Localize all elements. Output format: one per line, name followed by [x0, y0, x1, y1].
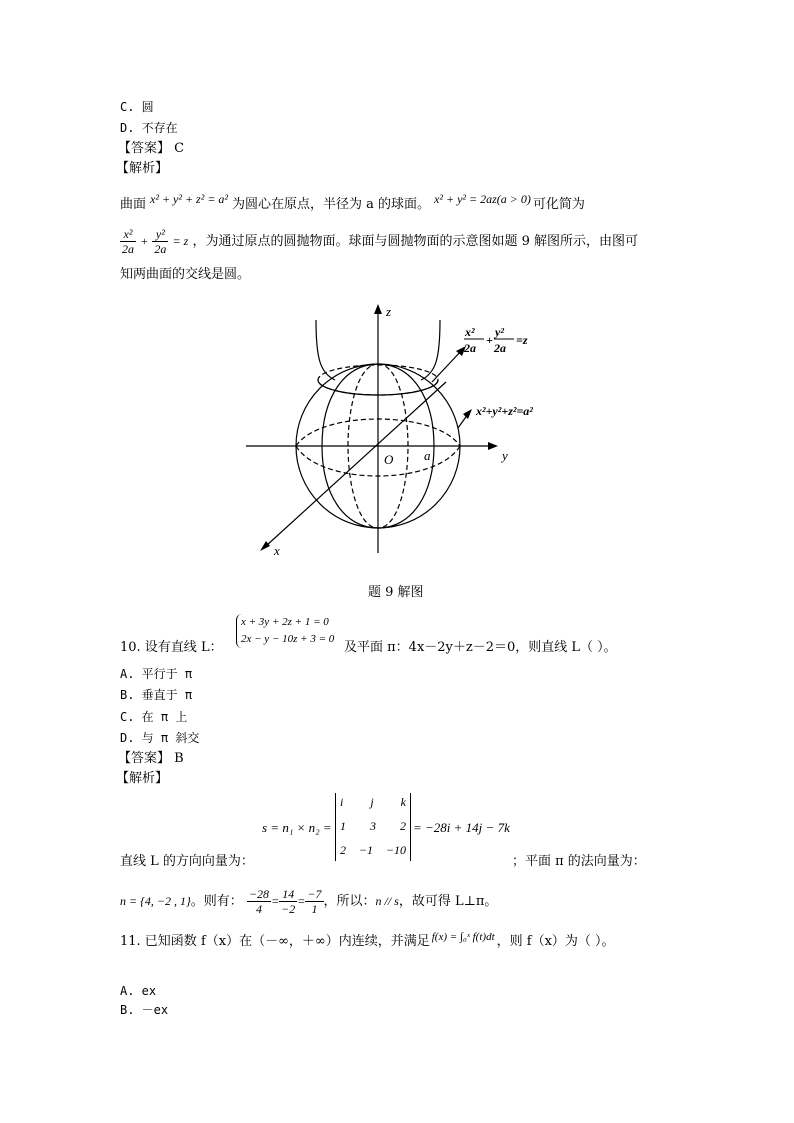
- paraboloid-right-side: [421, 320, 440, 380]
- q9-para2-text: ，为通过原点的圆抛物面。球面与圆抛物面的示意图如题 9 解图所示，由图可: [192, 234, 638, 249]
- radius-label: a: [424, 448, 431, 463]
- x-axis-label: x: [274, 543, 280, 558]
- q9-option-c: C. 圆: [120, 100, 154, 114]
- normal-vector: n = {4, −2 , 1}: [120, 894, 191, 908]
- q9-analysis-label: 【解析】: [116, 161, 169, 176]
- x-axis: [266, 382, 446, 546]
- det-row-3: 2 −1 −10: [340, 843, 406, 857]
- q10-conclusion-line: n = {4, −2 , 1}。则有： $\frac{-28}{4}$ = $\frac{14}{-2}$ = $\frac{-7}{1}$ ，所以：n // s，故可得 L⊥π。: [120, 887, 498, 916]
- sphere-equation: x² + y² + z² = a²: [150, 192, 229, 206]
- then-label: 。则有：: [190, 894, 243, 909]
- determinant-lhs: s = n₁ × n₂ =: [262, 820, 332, 835]
- paraboloid-leader: [432, 350, 462, 382]
- determinant-matrix: [335, 793, 411, 861]
- q11-stem-a: 11. 已知函数 f（x）在（－∞，＋∞）内连续，并满足: [120, 934, 430, 949]
- svg-text:+: +: [486, 333, 493, 347]
- paraboloid-formula-label: [463, 325, 528, 355]
- q10-stem-b: 及平面 π：4x－2y＋z－2＝0，则直线 L（ ）。: [344, 640, 617, 655]
- svg-text:2a: 2a: [464, 341, 476, 355]
- fraction-y2-2a: $\frac{\text{y²}}{2a}$: [154, 227, 167, 256]
- y-axis-arrow: [488, 442, 498, 450]
- x-axis-arrow: [260, 541, 270, 551]
- system-equation-1: x + 3y + 2z + 1 = 0: [241, 616, 329, 628]
- q10-option-d: D. 与 π 斜交: [120, 731, 200, 745]
- q9-para1-text-b: 为圆心在原点，半径为 a 的球面。: [232, 197, 431, 212]
- y-axis-label: y: [502, 448, 508, 463]
- fraction-x2-2a: $\frac{\text{x²}}{2a}$: [122, 227, 134, 256]
- ratio-1: $\frac{-28}{4}$: [248, 887, 270, 916]
- q10-option-b: B. 垂直于 π: [120, 688, 193, 702]
- sphere-formula-label: x²+y²+z²=a²: [476, 404, 533, 418]
- det-row-1: i j k: [340, 795, 406, 809]
- direction-vector-label: 直线 L 的方向向量为：: [120, 854, 254, 869]
- q9-para1-text-c: 可化简为: [532, 197, 585, 212]
- q9-para1-text-a: 曲面: [120, 197, 147, 212]
- normal-vector-label: ；平面 π 的法向量为：: [512, 854, 646, 869]
- q9-figure: [240, 298, 560, 560]
- q9-figure-caption: 题 9 解图: [368, 585, 424, 600]
- z-axis-arrow: [374, 304, 382, 314]
- ratio-2: $\frac{14}{-2}$: [281, 887, 296, 916]
- svg-text:2a: 2a: [494, 341, 506, 355]
- svg-text:y²: y²: [495, 325, 504, 339]
- paraboloid-equation: x² + y² = 2az(a > 0): [434, 192, 531, 206]
- system-equation-2: 2x − y − 10z + 3 = 0: [241, 633, 335, 645]
- q10-answer: 【答案】 B: [118, 751, 184, 766]
- q10-line-system: [236, 614, 334, 648]
- q11-option-b: B. －ex: [120, 1003, 169, 1017]
- q10-analysis-label: 【解析】: [116, 771, 169, 786]
- determinant-rhs: = −28i + 14j − 7k: [413, 820, 510, 835]
- paraboloid-left-side: [316, 320, 335, 380]
- q9-option-d: D. 不存在: [120, 121, 178, 135]
- q10-option-a: A. 平行于 π: [120, 667, 193, 681]
- q9-answer: 【答案】 C: [118, 141, 185, 156]
- svg-text:x²: x²: [465, 325, 475, 339]
- q10-conclusion: ，故可得 L⊥π。: [398, 894, 498, 909]
- det-row-2: 1 3 2: [340, 819, 406, 833]
- z-axis-label: z: [386, 304, 392, 319]
- parallel-expression: n // s: [375, 894, 399, 908]
- so-label: ，所以：: [323, 894, 376, 909]
- origin-label: O: [384, 452, 394, 467]
- sphere-leader-arrow: [463, 409, 472, 419]
- q11-option-a: A. ex: [120, 984, 157, 998]
- q9-paragraph-1: [120, 192, 585, 213]
- svg-text:=z: =z: [516, 333, 528, 347]
- ratio-3: $\frac{-7}{1}$: [307, 887, 322, 916]
- q11-stem: [120, 931, 615, 950]
- paraboloid-eq-tail: = z: [172, 234, 189, 248]
- q9-paragraph-2: $\frac{\text{x²}}{2a}$ + $\frac{\text{y²}}{2a}$ = z ，为通过原点的圆抛物面。球面与圆抛物面的示意图如题 9 解图所示，由图可: [122, 227, 638, 256]
- q10-stem-a: 10. 设有直线 L：: [120, 640, 223, 655]
- q9-paragraph-3: 知两曲面的交线是圆。: [120, 267, 251, 282]
- q10-option-c: C. 在 π 上: [120, 710, 188, 724]
- q11-stem-b: ，则 f（x）为（ ）。: [496, 934, 615, 949]
- integral-equation: f(x) = ∫₀ˣ f(t)dt: [431, 931, 495, 943]
